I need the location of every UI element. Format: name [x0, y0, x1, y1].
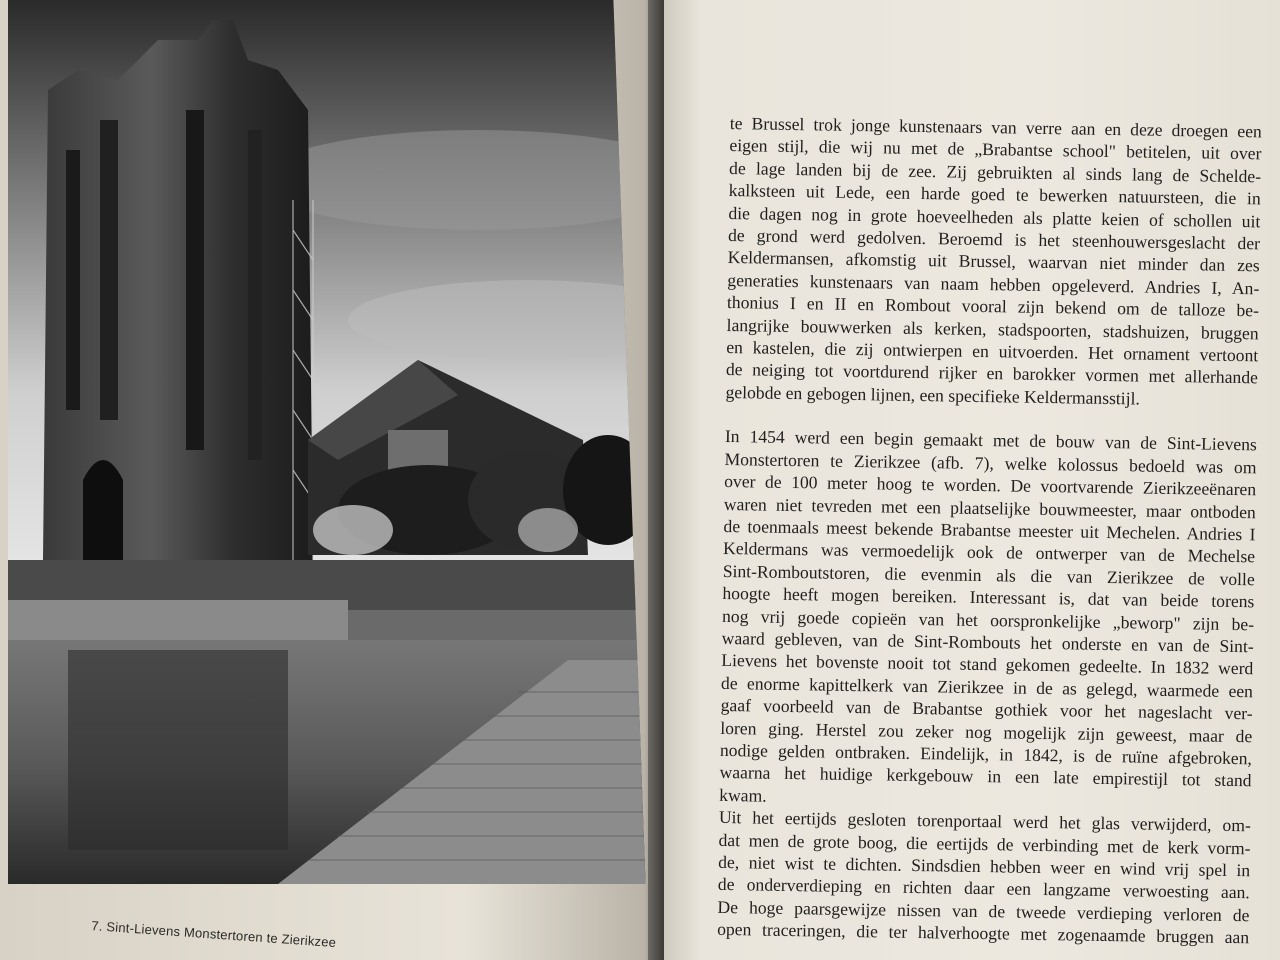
text-line: Monstertoren te Zierikzee (afb. 7), welke kolossus bedoeld was om [724, 448, 1257, 477]
text-line: open traceringen, die ter halverhoogte met zogenaamde bruggen aan [717, 919, 1250, 948]
text-line: de lage landen bij de zee. Zij gebruikten al sinds lang de Schelde- [728, 157, 1262, 187]
text-line: en kastelen, die zij ontwierpen en uitvoerden. Het ornament vertoont [726, 337, 1259, 366]
text-line: die dagen nog in grote hoeveelheden als platte keien of schollen uit [728, 202, 1261, 231]
text-line: Keldermans was vermoedelijk ook de ontwerper van de Mechelse [722, 538, 1256, 567]
text-line: gaaf voorbeeld van de Brabantse gothiek voor het nageslacht ver- [720, 695, 1253, 724]
text-line: loren ging. Herstel zou zeker nog mogelijk zijn geweest, maar de [720, 717, 1253, 746]
text-line: Lievens het bovenste nooit tot stand gekomen gedeelte. In 1832 werd [721, 650, 1254, 679]
text-line: te Brussel trok jonge kunstenaars van verre aan en deze droegen een [729, 112, 1262, 142]
text-line: de, niet wist te dichten. Sindsdien hebben weer en wind vrij spel in [718, 851, 1251, 881]
photo-caption: 7. Sint-Lievens Monstertoren te Zierikzee [90, 918, 337, 951]
text-line: waard gebleven, van de Sint-Rombouts het onderste en van de Sint- [721, 627, 1254, 657]
text-line: de onderverdieping en richten daar een langzame verwoesting aan. [717, 874, 1250, 903]
text-line: over de 100 meter hoog te worden. De voortvarende Zierikzeeënaren [724, 471, 1257, 500]
text-line: de toenmaals meest bekende Brabantse meester uit Mechelen. Andries I [723, 515, 1256, 545]
photo-monstertoren [8, 0, 652, 884]
text-line: langrijke bouwwerken als kerken, stadspoorten, stadshuizen, bruggen [726, 314, 1259, 343]
text-line: waarna het huidige kerkgebouw in een late empirestijl tot stand [719, 762, 1252, 791]
paragraph-1 [725, 112, 1262, 412]
paragraph-2 [719, 425, 1257, 814]
text-line: In 1454 werd een begin gemaakt met de bouw van de Sint-Lievens [724, 426, 1257, 455]
text-line: de grond werd gedolven. Beroemd is het steenhouwersgeslacht der [727, 225, 1261, 254]
text-line: de neiging tot voortdurend rijker en barokker vormen met allerhande [725, 359, 1259, 388]
text-line: gelobde en gebogen lijnen, een specifieke Keldermansstijl. [725, 381, 1141, 409]
text-line: Uit het eertijds gesloten torenportaal werd het glas verwijderd, om- [718, 807, 1252, 836]
text-line: nodige gelden ontbraken. Eindelijk, in 1842, is de ruïne afgebroken, [719, 739, 1253, 769]
text-line: waren niet tevreden met een plaatselijke bouwmeester, maar ontboden [723, 493, 1256, 522]
text-line: dat men de grote boog, die eertijds de verbinding met de kerk vorm- [718, 829, 1251, 858]
text-line: De hoge paarsgewijze nissen van de tweede verdieping verloren de [717, 896, 1250, 926]
text-line: Sint-Romboutstoren, die evenmin als die van Zierikzee de volle [722, 560, 1255, 590]
text-line: de enorme kapittelkerk van Zierikzee in de as gelegd, waarmede een [720, 672, 1254, 702]
text-line: Keldermansen, afkomstig uit Brussel, waarvan niet minder dan zes [727, 247, 1260, 276]
text-line: generaties kunstenaars van naam hebben opgeleverd. Andries I, An- [727, 269, 1260, 299]
text-line: thonius I en II en Rombout vooral zijn bekend om de talloze be- [726, 292, 1260, 321]
text-line: nog vrij goede copieën van het oorspronkelijke „beworp" zijn be- [721, 605, 1255, 634]
text-line: hoogte heeft mogen bereiken. Interessant is, dat van beide torens [722, 583, 1255, 612]
body-text [717, 112, 1262, 949]
paragraph-3 [717, 806, 1251, 949]
text-line: kalksteen uit Lede, een harde goed te bewerken natuursteen, die in [728, 180, 1261, 209]
text-line: eigen stijl, die wij nu met de „Brabantse school" betitelen, uit over [729, 135, 1262, 164]
photo-illustration [8, 0, 652, 884]
text-line: kwam. [719, 784, 767, 806]
